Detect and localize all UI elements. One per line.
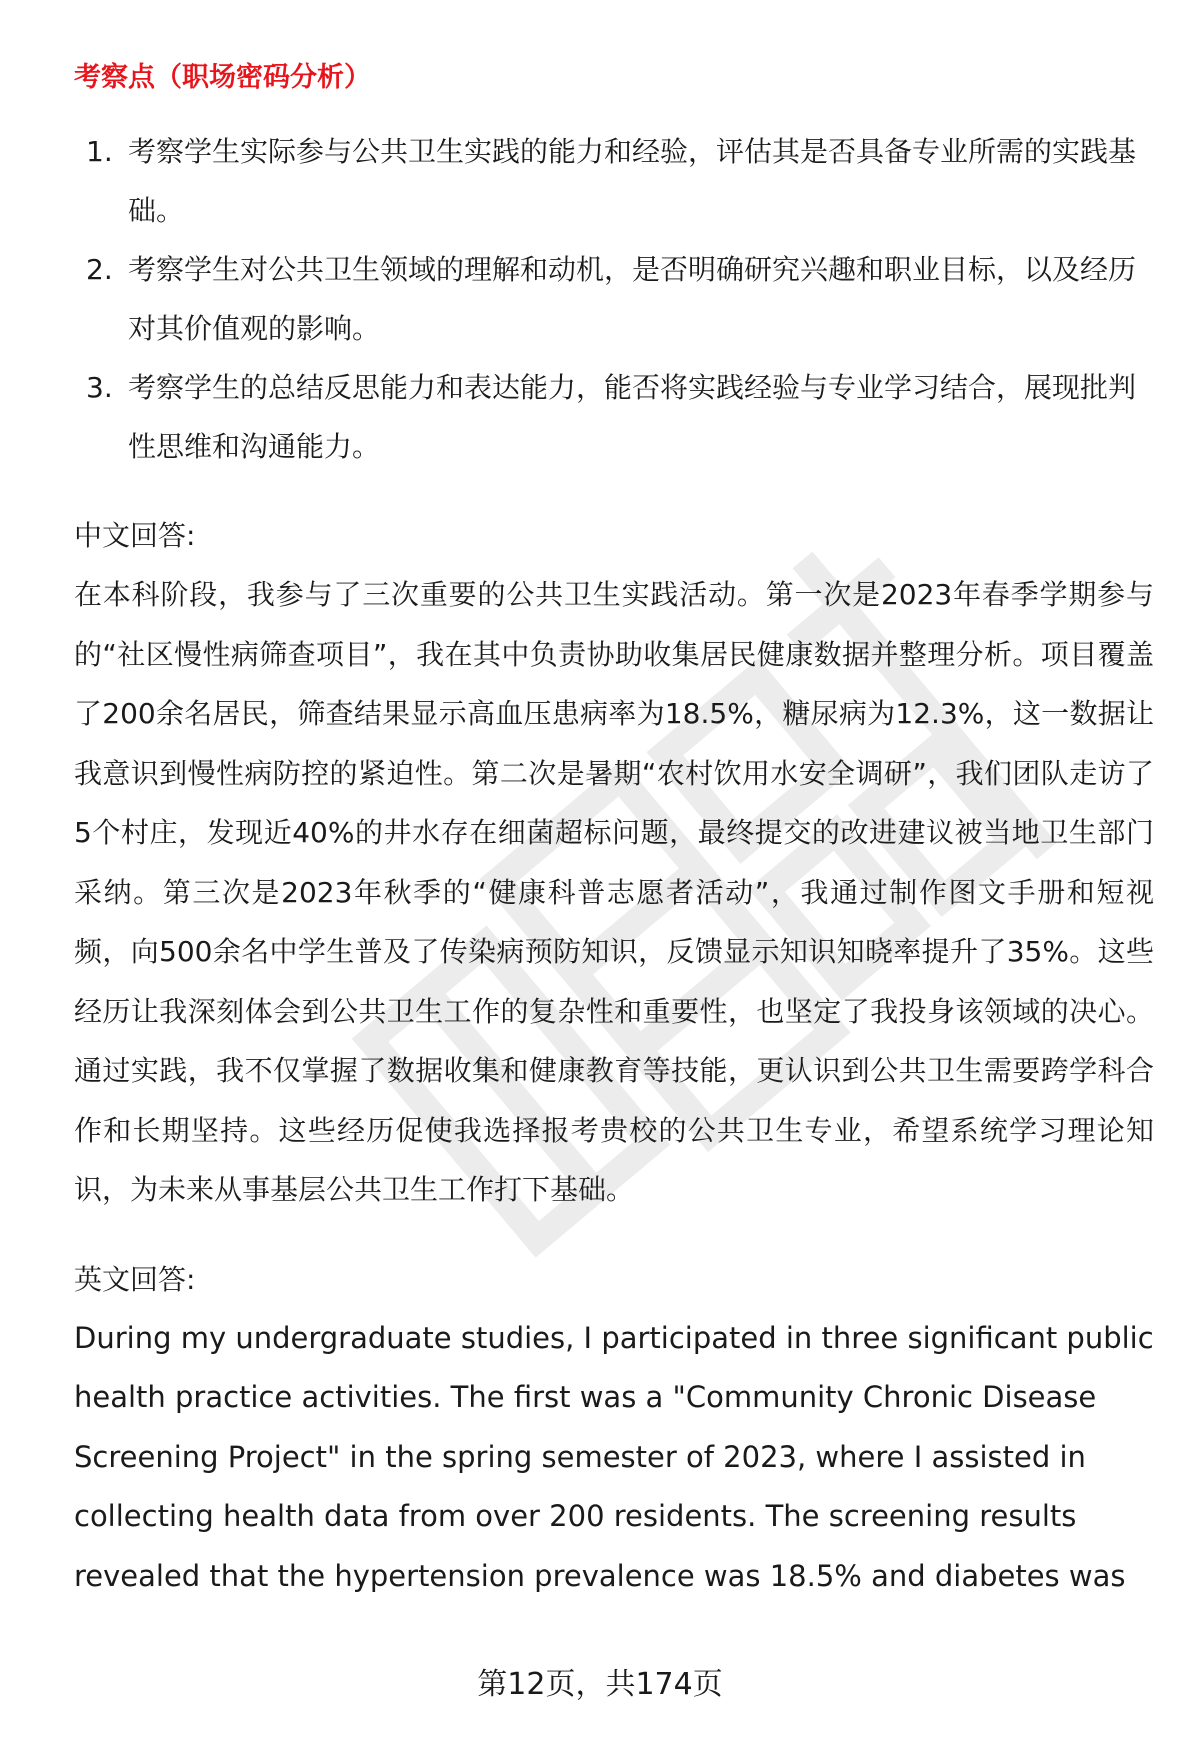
- list-item-text: 考察学生对公共卫生领域的理解和动机，是否明确研究兴趣和职业目标，以及经历对其价值观的影响。: [128, 253, 1137, 345]
- list-item: [74, 122, 1154, 240]
- english-answer-label: 英文回答:: [74, 1262, 196, 1296]
- english-answer-text: During my undergraduate studies, I participated in three significant public health practice activities. The first was a "Community Chronic Disease Screening Project" in the spring semester of 2023, where I assisted in collecting health data from over 200 residents. The screening results revealed that the hypertension prevalence was 18.5% and diabetes was: [74, 1320, 1154, 1593]
- list-item-text: 考察学生的总结反思能力和表达能力，能否将实践经验与专业学习结合，展现批判性思维和沟通能力。: [128, 371, 1137, 463]
- page-number-footer: 第12页，共174页: [477, 1667, 723, 1702]
- document-page: [74, 58, 1154, 1606]
- chinese-answer-text: 在本科阶段，我参与了三次重要的公共卫生实践活动。第一次是2023年春季学期参与的“社区慢性病筛查项目”，我在其中负责协助收集居民健康数据并整理分析。项目覆盖了200余名居民，筛查结果显示高血压患病率为18.5%，糖尿病为12.3%，这一数据让我意识到慢性病防控的紧迫性。第二次是暑期“农村饮用水安全调研”，我们团队走访了5个村庄，发现近40%的井水存在细菌超标问题，最终提交的改进建议被当地卫生部门采纳。第三次是2023年秋季的“健康科普志愿者活动”，我通过制作图文手册和短视频，向500余名中学生普及了传染病预防知识，反馈显示知识知晓率提升了35%。这些经历让我深刻体会到公共卫生工作的复杂性和重要性，也坚定了我投身该领域的决心。通过实践，我不仅掌握了数据收集和健康教育等技能，更认识到公共卫生需要跨学科合作和长期坚持。这些经历促使我选择报考贵校的公共卫生专业，希望系统学习理论知识，为未来从事基层公共卫生工作打下基础。: [74, 578, 1154, 1206]
- list-item: [74, 358, 1154, 476]
- list-item-number: 3.: [86, 371, 113, 404]
- assessment-points-list: [74, 122, 1154, 476]
- chinese-answer-label: 中文回答:: [74, 519, 196, 552]
- list-item-number: 1.: [86, 135, 113, 168]
- list-item: [74, 240, 1154, 358]
- list-item-number: 2.: [86, 253, 113, 286]
- section-title: 考察点（职场密码分析）: [74, 62, 371, 93]
- list-item-text: 考察学生实际参与公共卫生实践的能力和经验，评估其是否具备专业所需的实践基础。: [128, 135, 1137, 227]
